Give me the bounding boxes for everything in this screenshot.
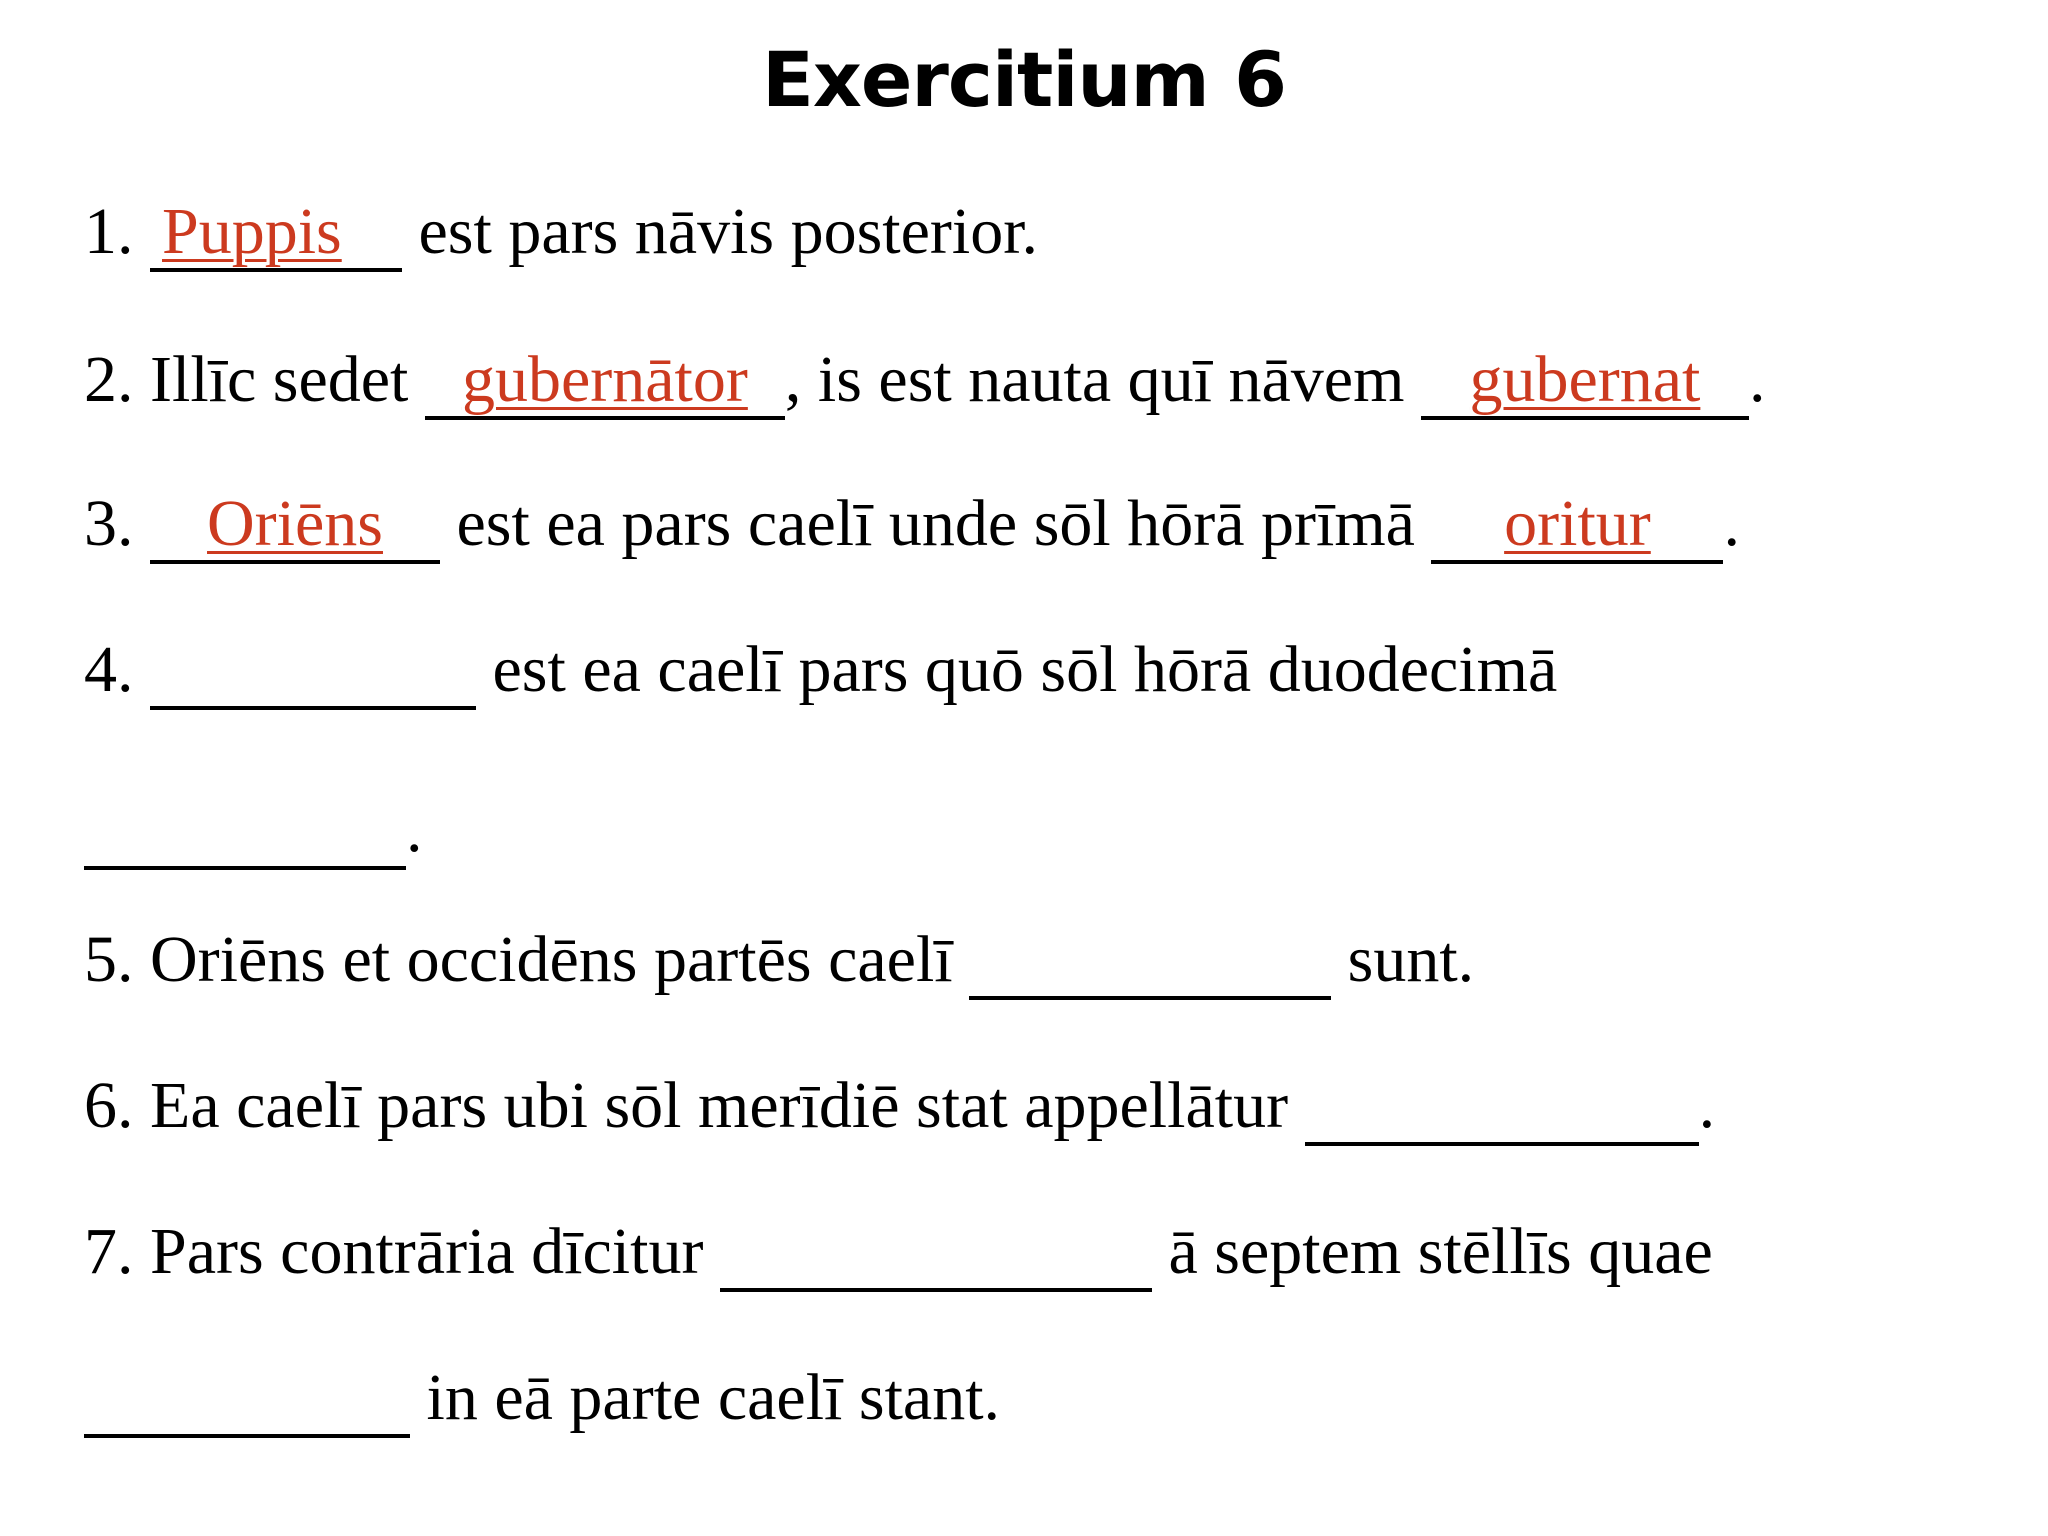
- item-text: in eā parte caelī stant.: [426, 1361, 1001, 1434]
- answer-blank-7b[interactable]: [84, 1358, 410, 1438]
- item-end: .: [406, 793, 423, 866]
- exercise-item-4-continued: [84, 790, 423, 870]
- answer-blank-5[interactable]: [969, 920, 1331, 1000]
- exercise-item-3: [84, 484, 1740, 564]
- exercise-item-5: [84, 920, 1474, 1000]
- item-text: , is est nauta quī nāvem: [784, 343, 1405, 416]
- item-text: Illīc sedet: [150, 343, 409, 416]
- item-end: .: [1748, 343, 1766, 416]
- item-number: 4.: [84, 633, 134, 706]
- answer-blank-3b[interactable]: [1431, 484, 1723, 564]
- item-text: Pars contrāria dīcitur: [150, 1215, 704, 1288]
- item-text: sunt.: [1347, 923, 1475, 996]
- answer-blank-2b[interactable]: [1421, 340, 1749, 420]
- item-text: est ea caelī pars quō sōl hōrā duodecimā: [492, 633, 1558, 706]
- item-number: 5.: [84, 923, 134, 996]
- exercise-item-1: [84, 192, 1038, 272]
- item-text: Ea caelī pars ubi sōl merīdiē stat appellātur: [150, 1069, 1289, 1142]
- item-number: 6.: [84, 1069, 134, 1142]
- answer-blank-2a[interactable]: [425, 340, 785, 420]
- item-text: est pars nāvis posterior.: [418, 195, 1039, 268]
- item-end: .: [1723, 487, 1740, 560]
- exercise-item-7: [84, 1212, 1713, 1292]
- exercise-item-6: [84, 1066, 1715, 1146]
- item-text: est ea pars caelī unde sōl hōrā prīmā: [456, 487, 1415, 560]
- answer-blank-1[interactable]: [150, 192, 402, 272]
- exercise-item-7-continued: [84, 1358, 1000, 1438]
- answer-blank-4b[interactable]: [84, 790, 406, 870]
- answer-blank-7a[interactable]: [720, 1212, 1152, 1292]
- answer-text: gubernātor: [461, 343, 748, 416]
- answer-text: gubernat: [1469, 343, 1701, 416]
- answer-blank-4a[interactable]: [150, 630, 476, 710]
- item-text: Oriēns et occidēns partēs caelī: [150, 923, 953, 996]
- answer-blank-6[interactable]: [1305, 1066, 1699, 1146]
- item-number: 2.: [84, 343, 134, 416]
- exercise-item-2: [84, 340, 1765, 420]
- item-end: .: [1698, 1069, 1716, 1142]
- item-number: 3.: [84, 487, 134, 560]
- page-title: Exercitium 6: [761, 35, 1287, 124]
- exercise-item-4: [84, 630, 1557, 710]
- answer-text: Puppis: [162, 195, 342, 268]
- answer-blank-3a[interactable]: [150, 484, 440, 564]
- item-number: 7.: [84, 1215, 134, 1288]
- answer-text: oritur: [1504, 487, 1651, 560]
- item-number: 1.: [84, 195, 134, 268]
- answer-text: Oriēns: [207, 487, 383, 560]
- item-text: ā septem stēllīs quae: [1168, 1215, 1713, 1288]
